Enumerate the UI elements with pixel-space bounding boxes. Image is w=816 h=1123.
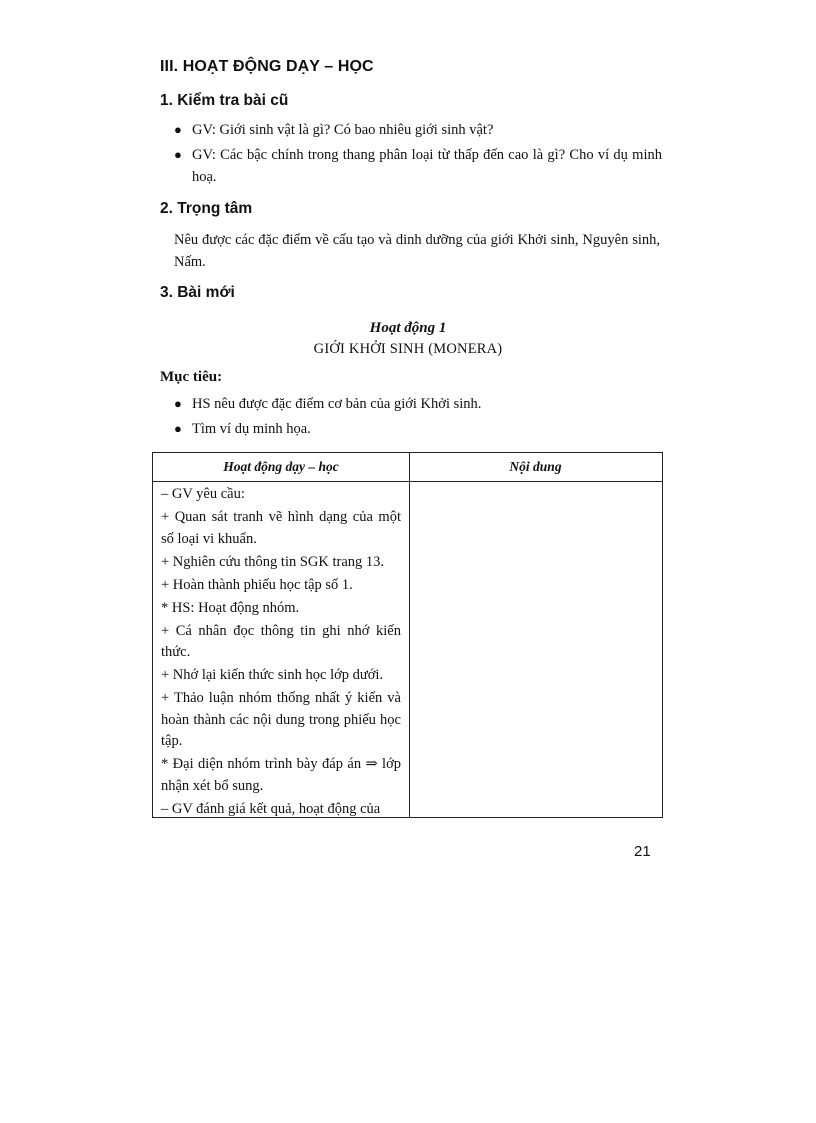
section1-bullet-list — [172, 119, 662, 191]
bullet-icon: ● — [174, 396, 182, 411]
list-item: – GV đánh giá kết quả, hoạt động của — [161, 800, 381, 817]
list-item: + Cá nhân đọc thông tin ghi nhớ kiến thức. — [161, 622, 401, 660]
table-header-content: Nội dung — [509, 459, 562, 474]
objective-label: Mục tiêu: — [160, 369, 223, 385]
table-cell-activities — [161, 484, 401, 822]
list-item: + Hoàn thành phiếu học tập số 1. — [161, 576, 353, 593]
list-item: + Quan sát tranh vẽ hình dạng của một số loại vi khuẩn. — [161, 509, 401, 547]
list-item: ● GV: Các bậc chính trong thang phân loại từ thấp đến cao là gì? Cho ví dụ minh hoạ. — [172, 144, 662, 188]
activity-table — [152, 452, 663, 818]
list-item: – GV yêu cầu: — [161, 486, 245, 502]
list-item: + Thảo luận nhóm thống nhất ý kiến và hoàn thành các nội dung trong phiếu học tập. — [161, 690, 401, 749]
list-item: + Nhớ lại kiến thức sinh học lớp dưới. — [161, 667, 384, 683]
section2-text: Nêu được các đặc điểm về cấu tạo và dinh dưỡng của giới Khởi sinh, Nguyên sinh, Nấm. — [174, 232, 660, 270]
bullet-icon: ● — [174, 122, 182, 137]
table-header-activities: Hoạt động dạy – học — [223, 459, 339, 474]
list-item: ● HS nêu được đặc điểm cơ bản của giới Khởi sinh. — [172, 393, 662, 415]
header-divider — [153, 481, 662, 482]
bullet-icon: ● — [174, 421, 182, 436]
list-item: ● Tìm ví dụ minh họa. — [172, 418, 662, 440]
section3-title: 3. Bài mới — [160, 284, 235, 301]
page-number: 21 — [634, 843, 651, 860]
list-item: + Nghiên cứu thông tin SGK trang 13. — [161, 553, 385, 570]
activity-subtitle: GIỚI KHỞI SINH (MONERA) — [313, 341, 503, 357]
list-item: ● GV: Giới sinh vật là gì? Có bao nhiêu giới sinh vật? — [172, 119, 662, 141]
section2-title: 2. Trọng tâm — [160, 200, 253, 217]
bullet-icon: ● — [174, 147, 182, 162]
list-item: * HS: Hoạt động nhóm. — [161, 599, 300, 616]
objective-list — [172, 393, 662, 443]
section1-title: 1. Kiểm tra bài cũ — [160, 92, 289, 109]
activity-title: Hoạt động 1 — [369, 320, 447, 336]
section-title: III. HOẠT ĐỘNG DẠY – HỌC — [160, 58, 374, 75]
list-item: * Đại diện nhóm trình bày đáp án ⇒ lớp nhận xét bổ sung. — [161, 756, 401, 794]
column-divider — [409, 453, 410, 817]
